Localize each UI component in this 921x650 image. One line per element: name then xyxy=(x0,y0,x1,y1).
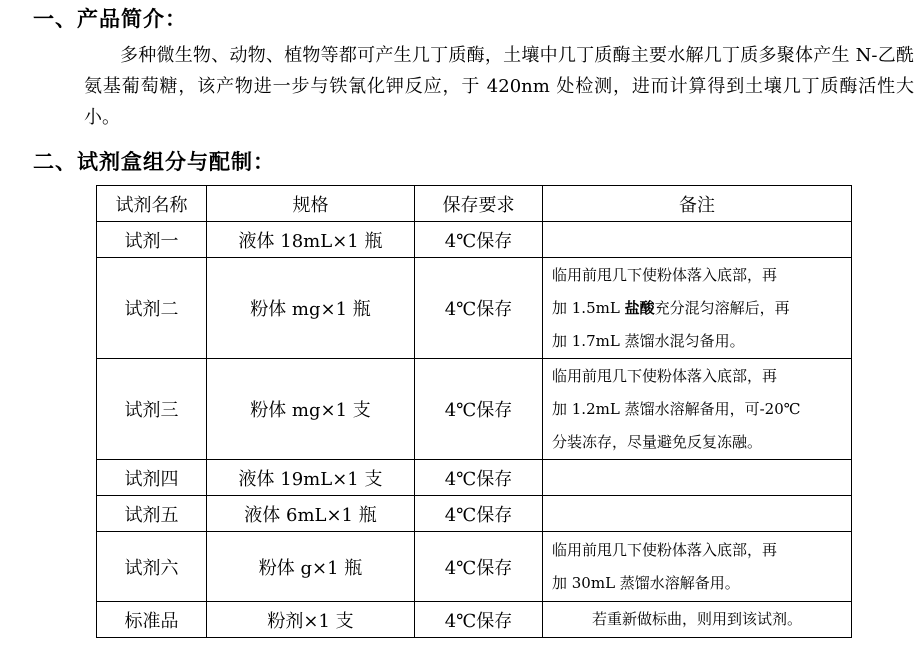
reagent-spec: 液体 6mL×1 瓶 xyxy=(207,496,415,532)
table-row xyxy=(97,532,852,602)
note-line: 临用前甩几下使粉体落入底部，再 xyxy=(552,366,778,385)
reagent-table xyxy=(96,185,852,638)
table-row xyxy=(97,222,852,258)
reagent-name: 标准品 xyxy=(97,602,207,638)
reagent-name: 试剂四 xyxy=(97,460,207,496)
note-line: 临用前甩几下使粉体落入底部，再 xyxy=(552,540,778,559)
header-storage: 保存要求 xyxy=(415,186,543,222)
note-line: 分装冻存，尽量避免反复冻融。 xyxy=(552,432,763,451)
reagent-storage: 4℃保存 xyxy=(415,602,543,638)
note-fragment: 加 1.5mL xyxy=(552,298,625,317)
intro-text: 多种微生物、动物、植物等都可产生几丁质酶，土壤中几丁质酶主要水解几丁质多聚体产生 N-乙酰氨基葡萄糖，该产物进一步与铁氰化钾反应，于 420nm 处检测，进而计算得到土壤几丁质酶活性大小。 xyxy=(84,45,914,128)
note-line xyxy=(552,292,847,325)
reagent-spec: 液体 18mL×1 瓶 xyxy=(207,222,415,258)
reagent-storage: 4℃保存 xyxy=(415,222,543,258)
header-reagent-name: 试剂名称 xyxy=(97,186,207,222)
reagent-name: 试剂三 xyxy=(97,359,207,460)
header-note: 备注 xyxy=(543,186,852,222)
reagent-note xyxy=(543,532,852,602)
note-line: 加 1.2mL 蒸馏水溶解备用，可-20℃ xyxy=(552,399,801,418)
table-header-row xyxy=(97,186,852,222)
reagent-spec: 粉体 mg×1 支 xyxy=(207,359,415,460)
reagent-note xyxy=(543,258,852,359)
header-spec: 规格 xyxy=(207,186,415,222)
reagent-storage: 4℃保存 xyxy=(415,496,543,532)
reagent-name: 试剂二 xyxy=(97,258,207,359)
reagent-note xyxy=(543,222,852,258)
reagent-name: 试剂五 xyxy=(97,496,207,532)
reagent-name: 试剂六 xyxy=(97,532,207,602)
section-heading-kit-components: 二、试剂盒组分与配制： xyxy=(33,150,275,174)
reagent-note xyxy=(543,460,852,496)
table-row xyxy=(97,359,852,460)
reagent-note xyxy=(543,359,852,460)
table-row xyxy=(97,460,852,496)
note-emphasis-hydrochloric-acid: 盐酸 xyxy=(624,298,655,317)
reagent-storage: 4℃保存 xyxy=(415,532,543,602)
reagent-spec: 粉体 mg×1 瓶 xyxy=(207,258,415,359)
reagent-storage: 4℃保存 xyxy=(415,258,543,359)
table-row xyxy=(97,258,852,359)
note-line: 加 1.7mL 蒸馏水混匀备用。 xyxy=(552,331,745,350)
reagent-storage: 4℃保存 xyxy=(415,359,543,460)
reagent-spec: 粉剂×1 支 xyxy=(207,602,415,638)
reagent-spec: 粉体 g×1 瓶 xyxy=(207,532,415,602)
reagent-note: 若重新做标曲，则用到该试剂。 xyxy=(543,602,852,638)
product-intro-paragraph xyxy=(84,40,914,133)
note-fragment: 充分混匀溶解后，再 xyxy=(654,298,790,317)
table-row xyxy=(97,602,852,638)
reagent-spec: 液体 19mL×1 支 xyxy=(207,460,415,496)
table-row xyxy=(97,496,852,532)
section-heading-product-intro: 一、产品简介： xyxy=(33,7,187,31)
reagent-storage: 4℃保存 xyxy=(415,460,543,496)
note-line: 加 30mL 蒸馏水溶解备用。 xyxy=(552,573,740,592)
reagent-note xyxy=(543,496,852,532)
reagent-name: 试剂一 xyxy=(97,222,207,258)
note-line: 临用前甩几下使粉体落入底部，再 xyxy=(552,265,778,284)
